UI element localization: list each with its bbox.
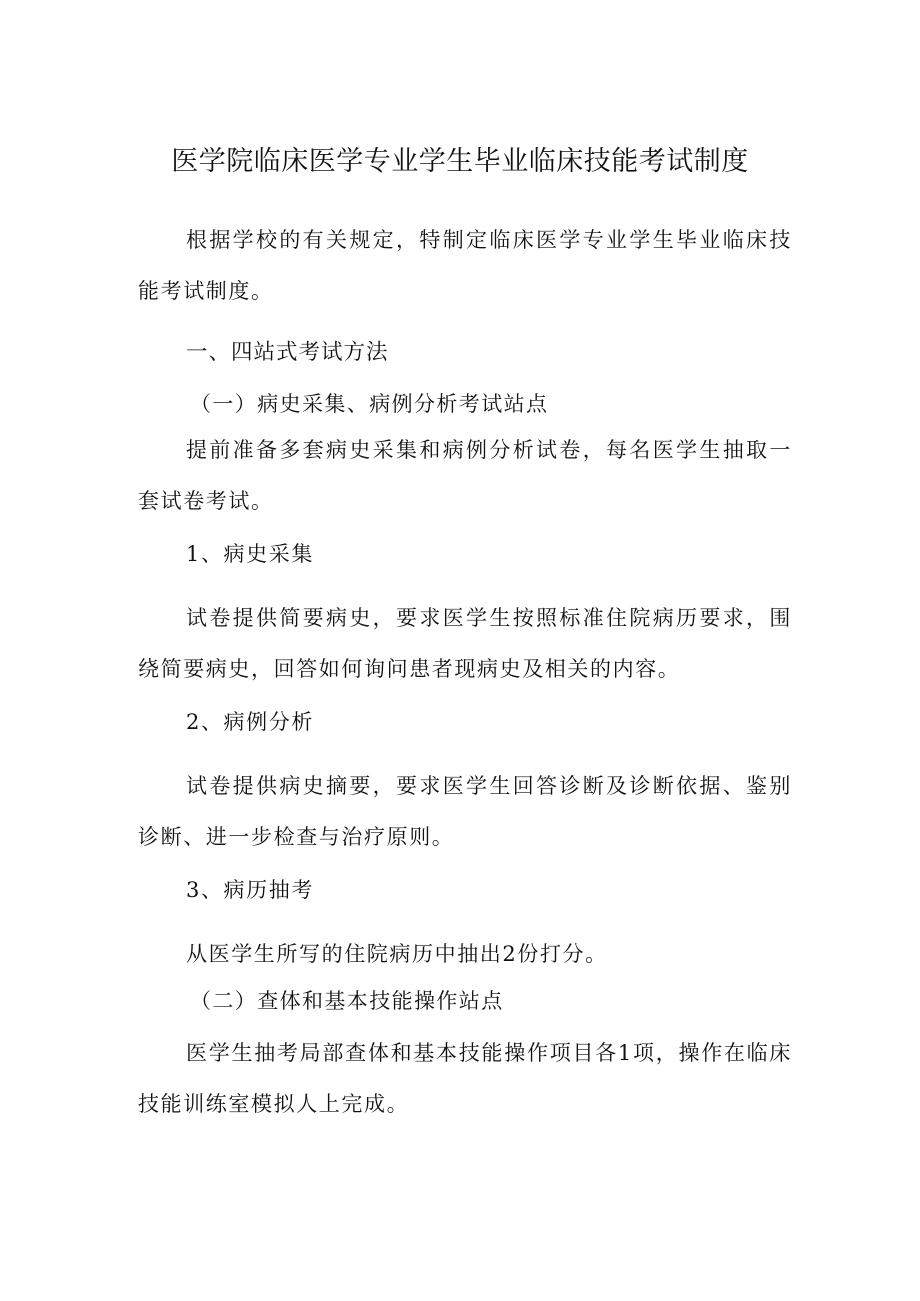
- section-1-heading: 一、四站式考试方法: [186, 340, 389, 365]
- part-2-paragraph: 医学生抽考局部查体和基本技能操作项目各1项，操作在临床技能训练室模拟人上完成。: [138, 1041, 792, 1116]
- item-3-heading: 3、病历抽考: [186, 878, 314, 902]
- intro-paragraph: 根据学校的有关规定，特制定临床医学专业学生毕业临床技能考试制度。: [138, 228, 792, 303]
- item-1-heading: 1、病史采集: [186, 542, 314, 566]
- item-2-heading: 2、病例分析: [186, 710, 314, 734]
- item-1-paragraph: 试卷提供简要病史，要求医学生按照标准住院病历要求，围绕简要病史，回答如何询问患者现病史及相关的内容。: [138, 606, 792, 681]
- document-title: 医学院临床医学专业学生毕业临床技能考试制度: [171, 146, 749, 177]
- part-1-heading: （一）病史采集、病例分析考试站点: [190, 392, 549, 416]
- item-3-paragraph: 从医学生所写的住院病历中抽出2份打分。: [186, 942, 608, 966]
- item-2-paragraph: 试卷提供病史摘要，要求医学生回答诊断及诊断依据、鉴别诊断、进一步检查与治疗原则。: [138, 774, 792, 849]
- part-1-intro-paragraph: 提前准备多套病史采集和病例分析试卷，每名医学生抽取一套试卷考试。: [138, 438, 792, 513]
- part-2-heading: （二）查体和基本技能操作站点: [190, 989, 504, 1013]
